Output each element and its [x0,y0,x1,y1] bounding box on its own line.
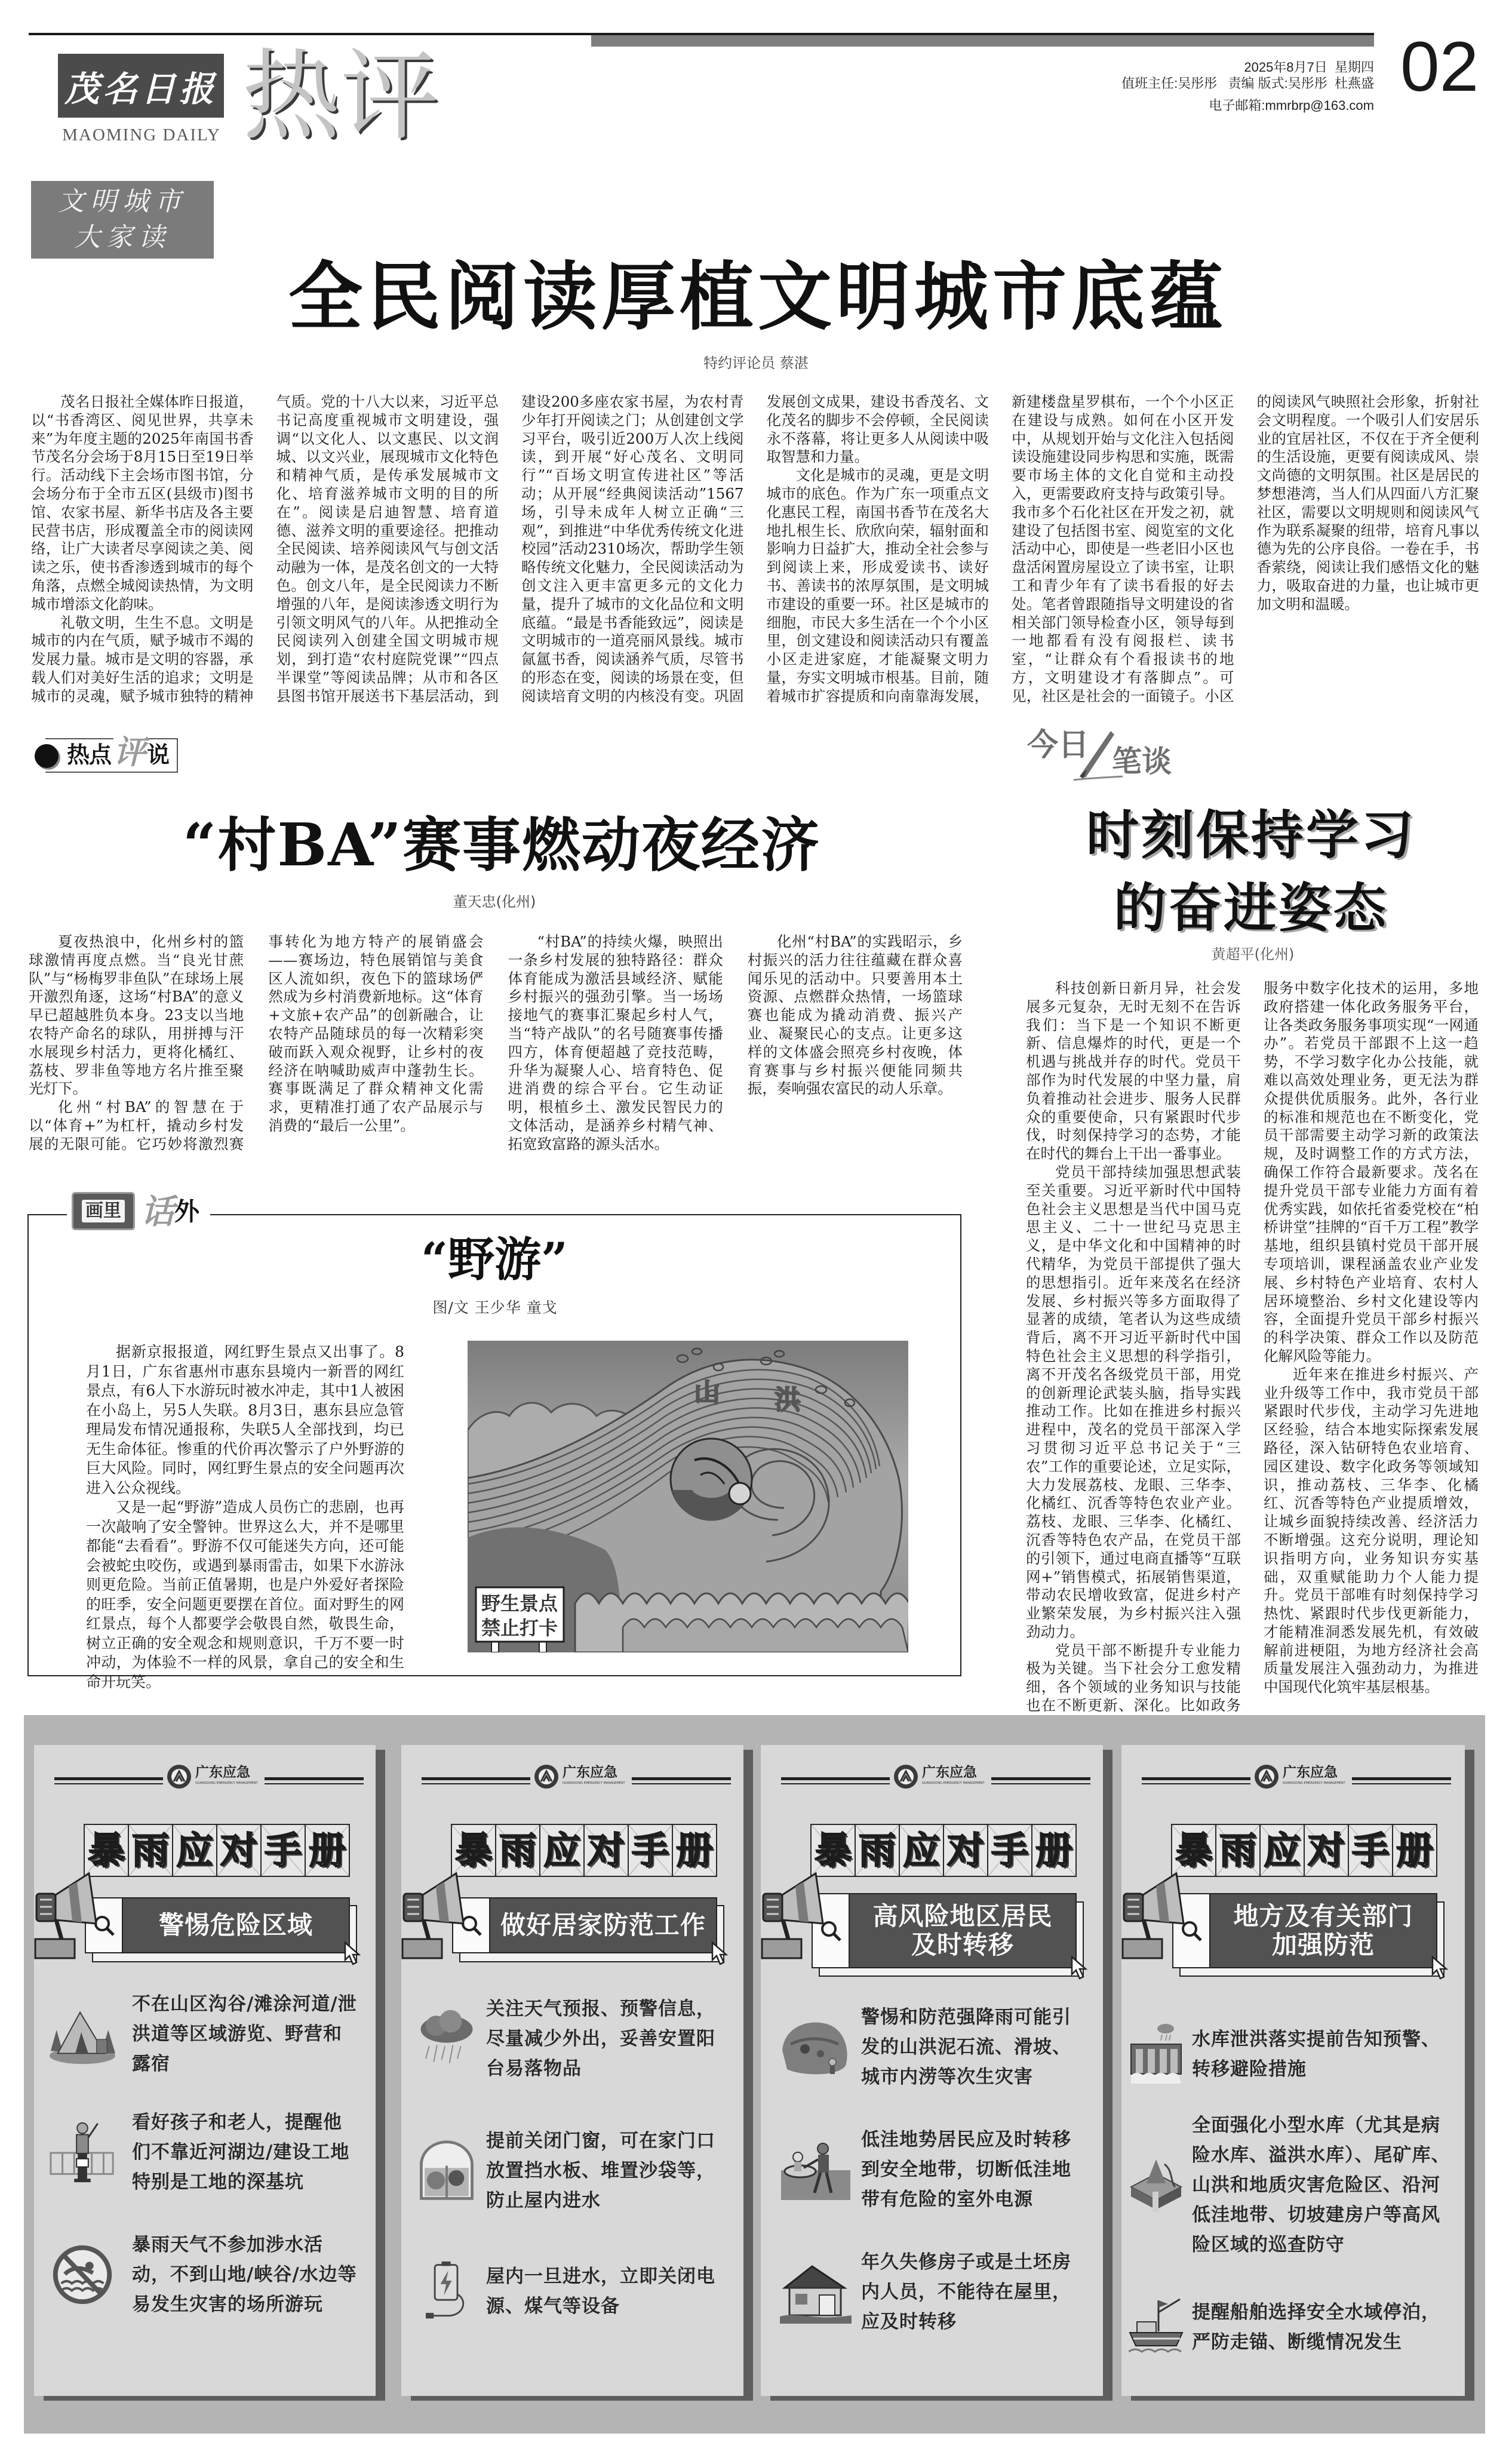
contact-email: 电子邮箱:mmrbrp@163.com [1209,98,1374,113]
article-headline: “野游” [421,1233,568,1287]
brand-name: 广东应急 [195,1765,250,1780]
rain-cloud-icon [416,2006,478,2072]
guide-item-text: 全面强化小型水库（尤其是病险水库、溢洪水库）、尾矿库、山洪和地质灾害危险区、沿河低洼地带、切坡建房户等高风险区域的巡查防守 [1192,2115,1450,2256]
title-char: 暴 [1171,1824,1216,1877]
guide-item-text: 警惕和防范强降雨可能引发的山洪泥石流、滑坡、城市内涝等次生灾害 [861,2007,1071,2088]
title-char: 暴 [84,1824,129,1877]
title-char: 暴 [451,1824,496,1877]
title-char: 册 [1392,1824,1437,1877]
paragraph: 化州“村BA”的智慧在于以“体育+”为杠杆，撬动乡村发展的无限可能。它巧妙将激烈赛事转化为地方特产的展销盛会——赛场边，特色展销馆与美食区人流如织，夜色下的篮球场俨然成为乡村消费新地标。这“体育+文旅+农产品”的创新融合，让农特产品随球员的每一次精彩突破而跃入观众视野，让乡村的夜经济在呐喊助威声中蓬勃生长。赛事既满足了群众精神文化需求，更精准打通了农产品展示与消费的“最后一公里”。 [29,933,484,1153]
divider [422,1777,530,1784]
article-body [29,933,963,1154]
guide-item-text: 关注天气预报、预警信息，尽量减少外出，妥善安置阳台易落物品 [486,1998,715,2079]
divider [265,1777,364,1784]
paragraph: 化州“村BA”的实践昭示，乡村振兴的活力往往蕴藏在群众喜闻乐见的活动中。只要善用本土资源、点燃群众热情，一场篮球赛也能成为撬动消费、振兴产业、凝聚民心的支点。让更多这样的文体盛会照亮乡村夜晚，体育赛事与乡村振兴便能同频共振，奏响强农富民的动人乐章。 [747,933,963,1098]
column-tag [31,181,214,259]
rescue-icon [779,2137,853,2202]
lead-byline: 特约评论员 蔡湛 [703,355,809,371]
landslide-icon [779,2014,853,2080]
article-headline [1003,799,1499,945]
sign-text: 禁止打卡 [481,1617,558,1639]
rainstorm-guide-panel [34,1745,376,2396]
section-label-text: 热点 [67,742,112,768]
no-swimming-icon [47,2242,118,2308]
logo-text: 茂名日报 [64,68,217,109]
divider [1142,1777,1250,1784]
person-in-swim-ring [671,1439,752,1521]
flood-cartoon [468,1341,908,1652]
section-label-text: 今日 [1027,727,1090,763]
section-label-text: 画里 [82,1200,125,1222]
subtitle-line: 加强防范 [1271,1930,1375,1959]
battery-plug-icon [416,2259,478,2324]
lead-headline: 全民阅读厚植文明城市底蕴 [288,254,1227,340]
paragraph: 夏夜热浪中，化州乡村的篮球激情再度点燃。当“良光甘蔗队”与“杨梅罗非鱼队”在球场上展开激烈角逐，这场“村BA”的意义早已超越胜负本身。23支以当地农特产命名的球队，用拼搏与汗水展现乡村活力，更将化橘红、荔枝、罗非鱼等地方名片推至聚光灯下。 [29,933,244,1098]
newspaper-logo [58,54,224,118]
guide-item [401,2126,722,2216]
title-char: 对 [1304,1824,1349,1877]
emergency-emblem-icon [893,1764,918,1789]
title-char: 册 [305,1824,350,1877]
title-char: 册 [1031,1824,1077,1877]
paragraph: 据新京报报道，网红野生景点又出事了。8月1日，广东省惠州市惠东县境内一新晋的网红景点，有6人下水游玩时被水冲走，其中1人被困在小岛上，另5人失联。8月3日，惠东县应急管理局发布情况通报称，失联5人全部找到，均已无生命体征。惨重的代价再次警示了户外野游的巨大风险。同时，网红野生景点的安全问题再次进入公众视线。 [86,1343,404,1497]
column-tag-line: 文明城市 [58,186,187,217]
panel-subtitle [1209,1893,1437,1968]
guide-item-text: 低洼地势居民应及时转移到安全地带，切断低洼地带有危险的室外电源 [861,2129,1071,2210]
title-char: 应 [899,1824,944,1877]
subtitle-line: 地方及有关部门 [1233,1901,1413,1931]
tent-icon [47,2001,118,2067]
rainstorm-guide-panel [1121,1745,1465,2396]
title-char: 应 [539,1824,585,1877]
cursor-icon [343,1941,361,1966]
guide-item [34,1989,360,2079]
cursor-icon [1070,1955,1088,1980]
brand-name: 广东应急 [922,1765,977,1780]
guide-item [1121,2110,1456,2260]
panel-subtitle [489,1897,717,1953]
divider [1352,1777,1451,1784]
guide-item [1121,2021,1456,2087]
title-char: 手 [987,1824,1032,1877]
reservoir-icon [1129,2152,1184,2218]
guide-item-text: 暴雨天气不参加涉水活动，不到山地/峡谷/水边等易发生灾害的场所游玩 [132,2234,357,2315]
guide-item-text: 提前关闭门窗，可在家门口放置挡水板、堆置沙袋等，防止屋内进水 [486,2130,715,2211]
article-body [86,1342,404,1692]
paragraph: 又是一起“野游”造成人员伤亡的悲剧，也再一次敲响了安全警钟。世界这么大，并不是哪里都能“去看看”。野游不仅可能迷失方向，还可能会被蛇虫咬伤，或遇到暴雨雷击，如果下水游泳则更危险。当前正值暑期，也是户外爱好者探险的旺季，安全问题更要摆在首位。面对野生的网红景点，每个人都要学会敬畏自然，敬畏生命，树立正确的安全观念和规则意识，千万不要一时冲动，为体验不一样的风景，拿自己的安全和生命开玩笑。 [86,1498,404,1691]
page-section-title: 热评 [242,39,439,153]
guide-item [1121,2294,1456,2360]
brand-name-en: GUANGDONG EMERGENCY MANAGEMENT [922,1781,985,1785]
title-char: 册 [672,1824,717,1877]
article-byline: 图/文 王少华 童戈 [432,1299,558,1316]
guide-item [401,1994,722,2084]
section-label-text: 外 [174,1197,200,1226]
subtitle-line: 做好居家防范工作 [500,1910,706,1940]
paragraph: 礼敬文明，生生不息。文明是城市的内在气质，赋予城市不竭的发展力量。城市是文明的容器，承载人们对美好生活的追求；文明是城市的灵魂，赋予城市独特的精神气质。党的十八大以来，习近平总书记高度重视城市文明建设，强调“以文化人、以文惠民、以文润城、以文兴业，展现城市文化特色和精神气质，是传承发展城市文化、培育滋养城市文明的目的所在”。阅读是启迪智慧、培育道德、滋养文明的重要途径。把推动全民阅读、培养阅读风气与创文活动融为一体，是茂名创文的一大特色。创文八年，是全民阅读力不断增强的八年，是阅读渗透文明行为引领文明风气的八年。从把推动全民阅读列入创建全国文明城市规划，到打造“农村庭院党课”“四点半课堂”等阅读品牌；从市和各区县图书馆开展送书下基层活动，到建设200多座农家书屋，为农村青少年打开阅读之门；从创建创文学习平台，吸引近200万人次上线阅读，到开展“好心茂名、文明同行”“百场文明宣传进社区”等活动；从开展“经典阅读活动”1567场，引导未成年人树立正确“三观”，到推进“中华优秀传统文化进校园”活动2310场次，帮助学生领略传统文化魅力，全民阅读活动为创文注入更丰富更多元的文化力量，提升了城市的文化品位和文明底蕴。“最是书香能致远”，阅读是文明城市的一道亮丽风景线。城市氤氲书香，阅读涵养气质，尽管书的形态在变，阅读的场景在变，但阅读培育文明的内核没有变。巩固发展创文成果，建设书香茂名、文化茂名的脚步不会停顿，全民阅读永不落幕，将让更多人从阅读中吸取智慧和力量。 [31,393,989,705]
title-char: 应 [1259,1824,1305,1877]
section-label-text: 话 [141,1192,174,1231]
brand-name-en: GUANGDONG EMERGENCY MANAGEMENT [1283,1781,1345,1785]
dam-icon [1129,2021,1184,2087]
title-char: 手 [628,1824,673,1877]
title-char: 雨 [1215,1824,1261,1877]
title-char: 暴 [810,1824,856,1877]
section-label-text: 说 [147,742,170,768]
emergency-emblem-icon [534,1764,559,1789]
subtitle-line: 警惕危险区域 [158,1910,313,1940]
worker-barrier-icon [47,2119,118,2185]
brand-name-en: GUANGDONG EMERGENCY MANAGEMENT [563,1781,625,1785]
guide-item-text: 屋内一旦进水，立即关闭电源、煤气等设备 [486,2266,715,2317]
rainstorm-guide-panel [761,1745,1103,2396]
megaphone-icon [1121,1867,1185,1959]
window-icon [416,2138,478,2204]
lead-article-body [31,393,1479,706]
divider [632,1777,731,1784]
title-char: 对 [943,1824,988,1877]
paragraph: 科技创新日新月异，社会发展多元复杂，无时无刻不在告诉我们：当下是一个知识不断更新、信息爆炸的时代，更是一个机遇与挑战并存的时代。党员干部作为时代发展的中坚力量，肩负着推动社会进步、服务人民群众的重要使命，只有紧跟时代步伐，时刻保持学习的态势，才能在时代的舞台上干出一番事业。 [1026,979,1241,1163]
panel-subtitle [849,1893,1077,1968]
divider [54,1777,163,1784]
brand-name: 广东应急 [1283,1765,1338,1780]
title-char: 雨 [128,1824,173,1877]
guide-item [761,2125,1089,2214]
guide-title [452,1824,717,1877]
issue-date: 2025年8月7日 星期四 [1244,60,1374,75]
paragraph: 党员干部不断提升专业能力极为关键。当下社会分工愈发精细，各个领域的业务知识与技能也在不断更新、深化。比如政务服务中数字化技术的运用，多地政府搭建一体化政务服务平台，让各类政务服务事项实现“一网通办”。若党员干部跟不上这一趋势，不学习数字化办公技能，就难以高效处理业务，更无法为群众提供优质服务。此外，各行业的标准和规范也在不断变化，党员干部需要主动学习新的政策法规，及时调整工作的方式方法，确保工作符合最新要求。茂名在提升党员干部专业能力方面有着优秀实践，如依托省委党校在“柏桥讲堂”挂牌的“百千万工程”教学基地，组织县镇村党员干部开展专项培训，课程涵盖农业产业发展、乡村特色产业培育、农村人居环境整治、乡村文化建设等内容，全面提升党员干部乡村振兴的科学决策、群众工作以及防范化解风险等能力。 [1026,979,1479,1715]
house-icon [779,2259,853,2325]
brand-name-en: GUANGDONG EMERGENCY MANAGEMENT [195,1781,258,1785]
column-tag-line: 大家读 [74,222,171,253]
page-number: 02 [1400,27,1479,106]
guide-item-text: 水库泄洪落实提前告知预警、转移避险措施 [1192,2029,1440,2080]
guide-item [401,2259,722,2324]
title-char: 对 [216,1824,262,1877]
guide-title [1172,1824,1437,1877]
cartoon-label-mountain: 山 [694,1378,720,1408]
stamp-label [72,1192,135,1230]
paragraph: “村BA”的持续火爆，映照出一条乡村发展的独特路径：群众体育能成为激活县域经济、赋能乡村振兴的强劲引擎。当一场场接地气的赛事汇聚起乡村人气，当“特产战队”的名号随赛事传播四方，体育便超越了竞技范畴，升华为凝聚人心、培育特色、促进消费的综合平台。它生动证明，根植乡土、激发民智民力的文体活动，是涵养乡村精气神、拓宽致富路的源头活水。 [508,933,723,1153]
paragraph: 近年来在推进乡村振兴、产业升级等工作中，我市党员干部紧跟时代步伐，主动学习先进地区经验，结合本地实际探索发展路径，深入钻研特色农业培育、园区建设、数字化政务等领域知识，推动荔枝、三华李、化橘红、沉香等特色产业提质增效，让城乡面貌持续改善、经济活力不断增强。这充分说明，理论知识指明方向，业务知识夯实基础，双重赋能助力个人能力提升。党员干部唯有时刻保持学习热忱、紧跟时代步伐更新能力，才能精准洞悉发展先机，有效破解前进梗阻，为地方经济社会高质量发展注入强劲动力，为推进中国现代化筑牢基层根基。 [1264,1365,1479,1696]
megaphone-icon [34,1867,97,1959]
emergency-emblem-icon [1254,1764,1279,1789]
headline-line: 时刻保持学习 [1086,804,1416,866]
article-body [1026,979,1479,1715]
title-char: 手 [260,1824,306,1877]
editor-credits: 值班主任:吴彤彤 责编 版式:吴彤彤 杜燕盛 [1121,76,1374,91]
title-char: 应 [172,1824,217,1877]
subtitle-line: 及时转移 [911,1930,1014,1959]
guide-item-text: 不在山区沟谷/滩涂河道/泄洪道等区域游览、野营和露宿 [132,1993,357,2075]
brand-name: 广东应急 [563,1765,617,1780]
guide-item [761,2247,1089,2337]
title-char: 雨 [855,1824,900,1877]
guide-item-text: 看好孩子和老人，提醒他们不靠近河湖边/建设工地特别是工地的深基坑 [132,2112,350,2193]
paragraph: 文化是城市的灵魂，更是文明城市的底色。作为广东一项重点文化惠民工程，南国书香节在茂名大地扎根生长、欣欣向荣，辐射面和影响力日益扩大，推动全社会参与到阅读上来，形成爱读书、读好书、善读书的浓厚氛围，是文明城市建设的重要一环。社区是城市的细胞，市民大多生活在一个个小区里，创文建设和阅读活动只有覆盖小区走进家庭，才能凝聚文明力量，夯实文明城市根基。目前，随着城市扩容提质和向南靠海发展，新建楼盘星罗棋布，一个个小区正在建设与成熟。如何在小区开发中，从规划开始与文化注入包括阅读设施建设同步构思和实施，既需要市场主体的文化自觉和主动投入，更需要政府支持与政策引导。我市多个石化社区在开发之初，就建设了包括图书室、阅览室的文化活动中心，即使是一些老旧小区也盘活闲置房屋设立了读书室，让职工和青少年有了读书看报的好去处。笔者曾跟随指导文明建设的省相关部门领导检查小区，领导每到一地都看有没有阅报栏、读书室，“让群众有个看报读书的地方，文明建设才有落脚点”。可见，社区是社会的一面镜子。小区的阅读风气映照社会形象，折射社会文明程度。一个吸引人们安居乐业的宜居社区，不仅在于齐全便利的生活设施，更要有阅读成风、崇文尚德的文明氛围。社区是居民的梦想港湾，当人们从四面八方汇聚社区，需要以文明规则和阅读风气作为联系凝聚的纽带，培育凡事以德为先的公序良俗。一卷在手，书香萦绕，阅读让我们感悟文化的魅力，吸取奋进的力量，也让城市更加文明和温暖。 [766,393,1479,705]
megaphone-icon [401,1867,465,1959]
subtitle-line: 高风险地区居民 [872,1901,1053,1931]
boat-icon [1129,2294,1184,2360]
title-char: 手 [1348,1824,1393,1877]
section-label-text: 笔谈 [1112,744,1172,779]
logo-english: MAOMING DAILY [62,125,221,145]
guide-title [85,1824,350,1877]
megaphone-icon [761,1867,824,1959]
article-headline: “村BA”赛事燃动夜经济 [183,811,820,880]
guide-item [761,2002,1089,2092]
cartoon-label-flood: 洪 [775,1385,801,1415]
sign-text: 野生景点 [481,1592,558,1615]
panel-subtitle [122,1897,350,1953]
emergency-emblem-icon [167,1764,192,1789]
paragraph: 茂名日报社全媒体昨日报道，以“书香湾区、阅见世界，共享未来”为年度主题的2025年南国书香节茂名分会场于8月15日至19日举行。活动线下主会场市图书馆，分会场分布于全市五区(县级市)图书馆、农家书屋、新华书店及各主要民营书店，形成覆盖全市的阅读网络，让广大读者尽享阅读之美、阅读之乐，使书香渗透到城市的每个角落，点燃全城阅读热情，为文明城市增添文化韵味。 [31,393,254,613]
cursor-icon [1431,1955,1449,1980]
guide-item [34,2107,360,2197]
guide-item [34,2230,360,2319]
divider [991,1777,1090,1784]
article-byline: 董天忠(化州) [453,893,536,910]
divider [781,1777,890,1784]
guide-title [812,1824,1077,1877]
guide-item-text: 年久失修房子或是土坯房内人员，不能待在屋里，应及时转移 [861,2251,1071,2333]
guide-item-text: 提醒船舶选择安全水域停泊，严防走锚、断缆情况发生 [1192,2302,1440,2353]
article-byline: 黄超平(化州) [1211,946,1295,963]
section-label-text: 评 [113,733,146,771]
title-char: 对 [583,1824,629,1877]
title-char: 雨 [495,1824,540,1877]
cursor-icon [711,1941,729,1966]
bullet-dot-icon [35,744,59,768]
headline-line: 的奋进姿态 [1113,877,1388,939]
paragraph: 党员干部持续加强思想武装至关重要。习近平新时代中国特色社会主义思想是当代中国马克思主义、二十一世纪马克思主义，是中华文化和中国精神的时代精华，为党员干部提供了强大的思想指引。近年来茂名在经济发展、乡村振兴等多方面取得了显著的成绩，笔者认为这些成绩背后，离不开习近平新时代中国特色社会主义思想的科学指引，离不开茂名各级党员干部，用党的创新理论武装头脑，指导实践推动工作。比如在推进乡村振兴进程中，茂名的党员干部深入学习贯彻习近平总书记关于“三农”工作的重要论述，立足实际，大力发展荔枝、龙眼、三华李、化橘红、沉香等特色农业产业。荔枝、龙眼、三华李、化橘红、沉香等特色农产品，在党员干部的引领下，通过电商直播等“互联网+”销售模式，拓展销售渠道，带动农民增收致富，促进乡村产业繁荣发展，为乡村振兴注入强劲动力。 [1026,1163,1241,1640]
rainstorm-guide-panel [401,1745,743,2396]
masthead-gray-bar [591,35,1374,47]
